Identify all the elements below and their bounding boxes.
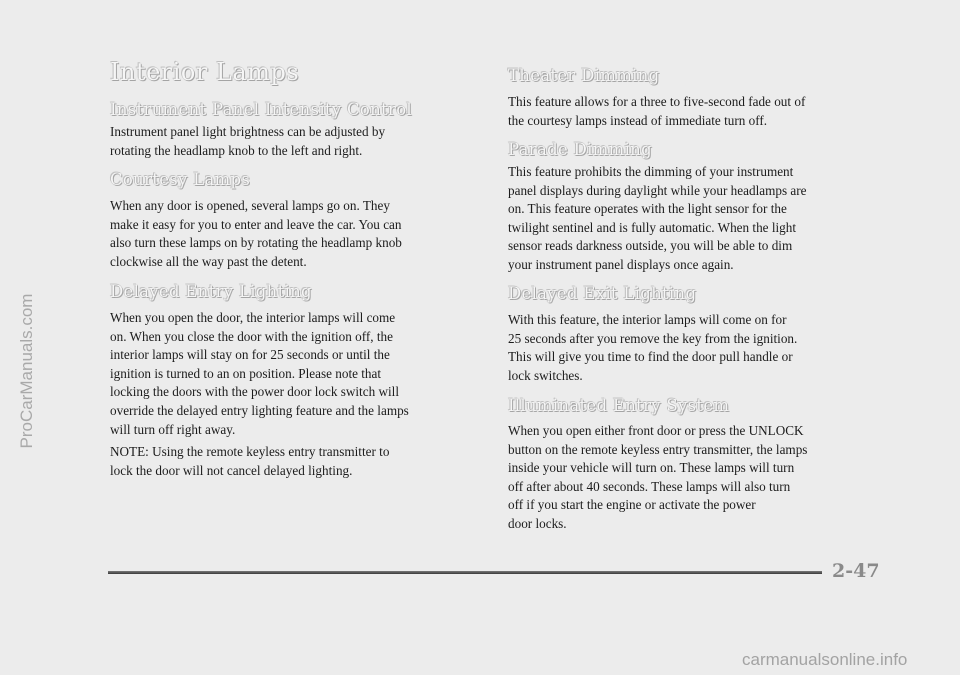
section-body-delayed-entry — [110, 309, 490, 439]
section-body-delayed-exit — [508, 311, 883, 385]
body-line: make it easy for you to enter and leave the car. You can — [110, 216, 402, 232]
body-line: This feature allows for a three to five-second fade out of — [508, 94, 806, 109]
section-title-courtesy-lamps: Courtesy Lamps — [110, 170, 251, 189]
body-line: When you open the door, the interior lamps will come — [110, 310, 396, 325]
section-body-illuminated-entry — [508, 422, 883, 534]
section-title-parade-dimming: Parade Dimming — [508, 140, 652, 159]
body-line: ignition is turned to an on position. Please note that — [110, 365, 382, 381]
page-title: Interior Lamps — [110, 58, 300, 86]
body-line: sensor reads darkness outside, you will be able to dim — [508, 238, 793, 254]
body-line: locking the doors with the power door lock switch will — [110, 384, 399, 400]
body-line: door locks. — [508, 515, 567, 531]
section-title-instrument-panel: Instrument Panel Intensity Control — [110, 100, 413, 119]
bottom-watermark: carmanualsonline.info — [742, 650, 908, 669]
body-line: button on the remote keyless entry transmitter, the lamps — [508, 441, 808, 457]
section-body-instrument-panel — [110, 123, 490, 160]
section-body-courtesy-lamps — [110, 197, 490, 271]
page-number: 2-47 — [832, 560, 880, 582]
body-line: lock switches. — [508, 367, 583, 383]
section-title-theater-dimming: Theater Dimming — [508, 66, 660, 85]
body-line: your instrument panel displays once again. — [508, 256, 734, 272]
body-line: also turn these lamps on by rotating the headlamp knob — [110, 235, 402, 251]
body-line: twilight sentinel and is fully automatic. When the light — [508, 219, 796, 235]
body-line: clockwise all the way past the detent. — [110, 253, 307, 269]
body-line: inside your vehicle will turn on. These lamps will turn — [508, 460, 795, 476]
body-line: interior lamps will stay on for 25 seconds or until the — [110, 347, 390, 363]
note-line: lock the door will not cancel delayed lighting. — [110, 462, 353, 478]
body-line: This will give you time to find the door pull handle or — [508, 349, 793, 365]
body-line: will turn off right away. — [110, 421, 236, 437]
body-line: on. This feature operates with the light sensor for the — [508, 201, 787, 217]
body-line: With this feature, the interior lamps will come on for — [508, 312, 787, 327]
body-line: the courtesy lamps instead of immediate turn off. — [508, 112, 768, 128]
delayed-entry-note — [110, 443, 490, 480]
footer-rule — [108, 571, 822, 574]
body-line: Instrument panel light brightness can be adjusted by — [110, 124, 386, 139]
body-line: panel displays during daylight while your headlamps are — [508, 182, 807, 198]
body-line: off if you start the engine or activate the power — [508, 497, 756, 513]
section-title-illuminated-entry: Illuminated Entry System — [508, 396, 730, 415]
body-line: off after about 40 seconds. These lamps will also turn — [508, 478, 791, 494]
body-line: rotating the headlamp knob to the left and right. — [110, 142, 363, 158]
body-line: When any door is opened, several lamps go on. They — [110, 198, 390, 213]
body-line: This feature prohibits the dimming of your instrument — [508, 164, 794, 179]
body-line: on. When you close the door with the ignition off, the — [110, 328, 393, 344]
body-line: override the delayed entry lighting feature and the lamps — [110, 402, 409, 418]
note-line: NOTE: Using the remote keyless entry transmitter to — [110, 444, 390, 459]
side-watermark: ProCarManuals.com — [17, 293, 36, 449]
section-title-delayed-entry: Delayed Entry Lighting — [110, 282, 312, 301]
section-body-theater-dimming — [508, 93, 883, 130]
section-title-delayed-exit: Delayed Exit Lighting — [508, 284, 697, 303]
body-line: When you open either front door or press the UNLOCK — [508, 423, 804, 438]
body-line: 25 seconds after you remove the key from the ignition. — [508, 330, 798, 346]
section-body-parade-dimming — [508, 163, 883, 275]
